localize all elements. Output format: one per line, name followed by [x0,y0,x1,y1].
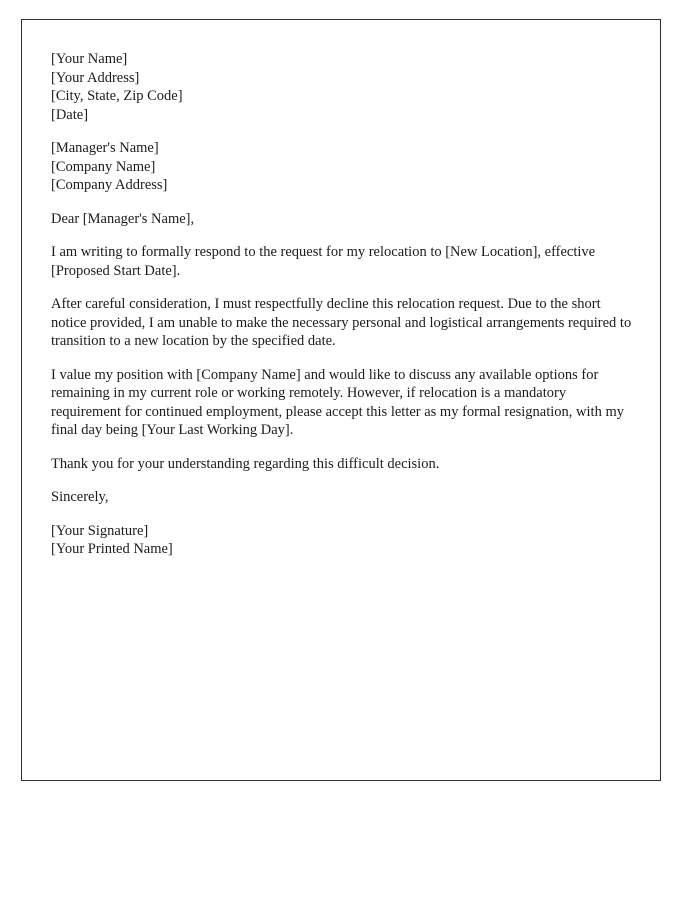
sender-address: [Your Address] [51,69,140,86]
recipient-company-name: [Company Name] [51,158,156,175]
letter-body [22,20,660,559]
paragraph-thanks: Thank you for your understanding regarding this difficult decision. [51,455,440,472]
sender-block [51,50,634,124]
recipient-block [51,139,634,195]
sender-city-state-zip: [City, State, Zip Code] [51,88,183,104]
paragraph-options: I value my position with [Company Name] and would like to discuss any available options for remaining in my current role or working remotely. However, if relocation is a mandatory requirement for continued employment, please accept this letter as my formal resignation, with my final day being [Your Last Working Day]. [51,366,624,438]
letter-date: [Date] [51,106,89,123]
recipient-company-address: [Company Address] [51,177,168,193]
sender-name: [Your Name] [51,51,128,67]
signature-line: [Your Signature] [51,522,149,539]
salutation: Dear [Manager's Name], [51,210,195,227]
printed-name-line: [Your Printed Name] [51,541,173,557]
recipient-manager-name: [Manager's Name] [51,140,159,156]
closing: Sincerely, [51,489,109,505]
letter-page [21,19,661,781]
paragraph-intro: I am writing to formally respond to the request for my relocation to [New Location], effective [Proposed Start Date]. [51,244,596,279]
paragraph-decline: After careful consideration, I must respectfully decline this relocation request. Due to the short notice provided, I am unable to make the necessary personal and logistical arrangements required to transition to a new location by the specified date. [51,296,632,349]
signature-block [51,522,634,559]
